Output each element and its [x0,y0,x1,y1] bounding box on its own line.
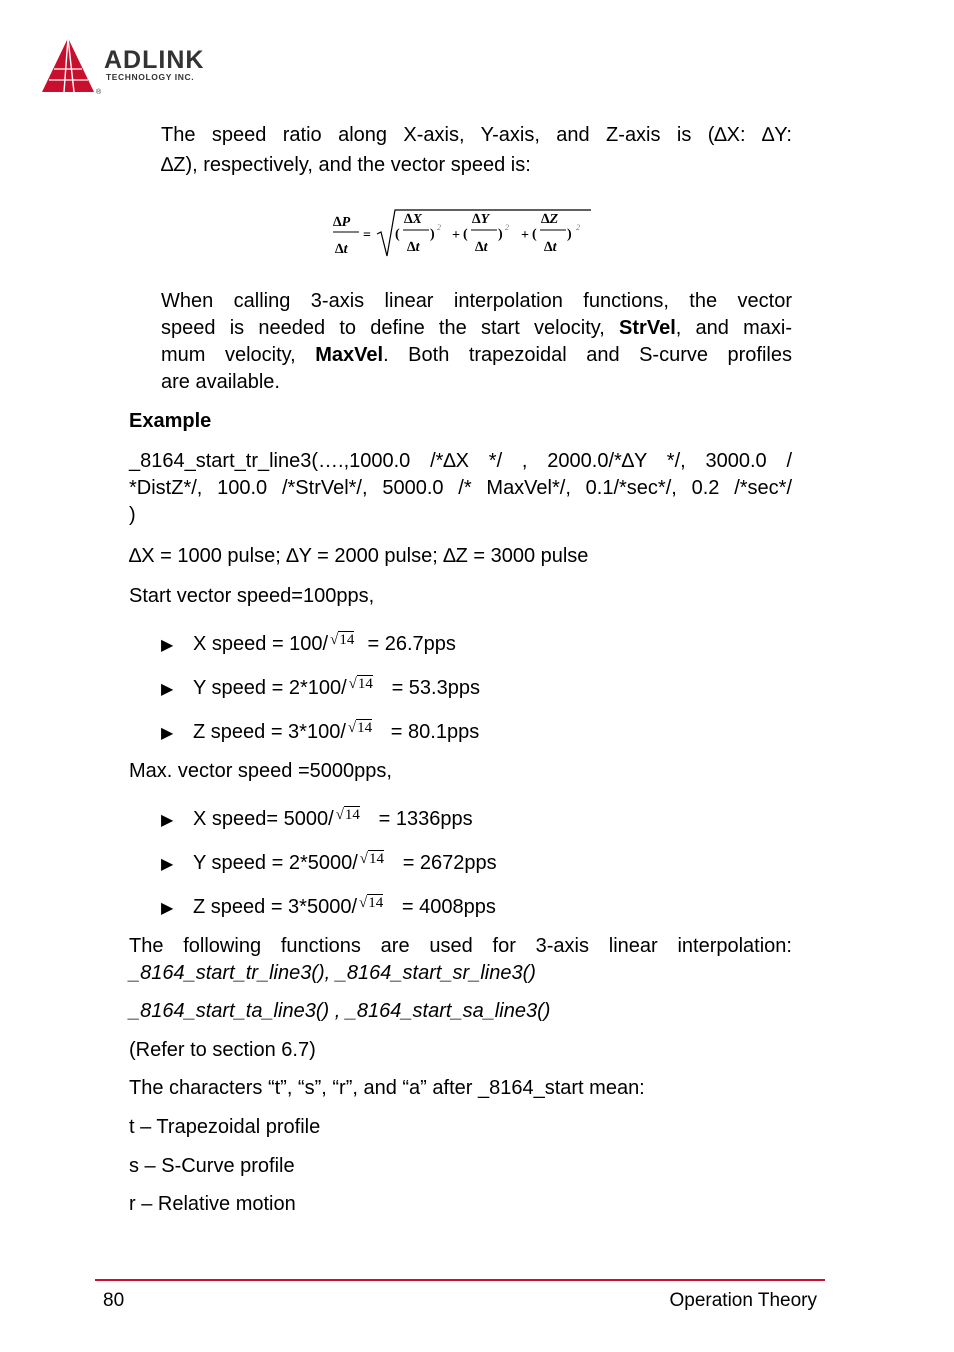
def-s-curve: s – S-Curve profile [129,1155,295,1177]
bullet-result: = 2672pps [402,852,497,874]
triangle-right-icon: ▶ [161,637,174,654]
formula-term3-num: ∆Z [541,212,559,227]
example-heading: Example [129,410,212,432]
sqrt-14: √14 [347,720,373,736]
start-bullet-z [161,719,479,748]
adlink-logo [40,36,240,100]
vector-speed-formula [333,206,595,260]
interp-line-2 [161,315,792,342]
triangle-right-icon: ▶ [161,681,174,698]
def-trapezoidal: t – Trapezoidal profile [129,1116,321,1138]
footer-rule [95,1279,825,1281]
speed-ratio-paragraph [161,122,792,179]
max-bullet-x [161,806,473,835]
example-code [129,448,792,529]
formula-lhs-den: ∆t [335,242,348,257]
section-title: Operation Theory [669,1290,817,1311]
interp-line-4: are available. [161,371,280,393]
max-speed-line: Max. vector speed =5000pps, [129,760,392,782]
speed-ratio-line-2: ∆Z), respectively, and the vector speed is: [161,154,531,176]
functions-paragraph [129,933,792,987]
svg-text:): ) [498,227,503,242]
formula-exp-1: 2 [437,223,441,232]
logo-name: ADLINK [104,46,205,74]
formula-term3-den: ∆t [544,240,557,255]
triangle-right-icon: ▶ [161,725,174,742]
sqrt-14: √14 [348,676,373,692]
example-code-line-2: *DistZ*/, 100.0 /*StrVel*/, 5000.0 /* MaxVel*/, 0.1/*sec*/, 0.2 /*sec*/ [129,477,792,499]
sqrt-14: √14 [330,632,355,648]
strvel-term: StrVel [619,317,676,339]
formula-equals: = [363,228,371,243]
interp-line-2-c: , and maxi- [675,317,792,339]
formula-term2-num: ∆Y [472,212,490,227]
svg-text:(: ( [395,227,400,242]
sqrt-14: √14 [359,851,385,867]
adlink-triangle-logo-icon [40,36,104,100]
svg-text:(: ( [463,227,468,242]
svg-text:(: ( [532,227,537,242]
sqrt-14: √14 [335,807,360,823]
formula-term1-num: ∆X [404,212,422,227]
start-bullet-y [161,675,480,704]
bullet-text: X speed = 100/ [193,633,329,655]
logo-subtitle: TECHNOLOGY INC. [106,72,195,82]
speed-ratio-line-1: The speed ratio along X-axis, Y-axis, and Z-axis is (∆X: ∆Y: [161,124,792,146]
example-code-line-3: ) [129,504,136,526]
start-speed-line: Start vector speed=100pps, [129,585,375,607]
interp-line-3-a: mum velocity, [161,344,316,366]
triangle-right-icon: ▶ [161,812,174,829]
interp-line-2-a: speed is needed to define the start velocity, [161,317,620,339]
formula-exp-3: 2 [576,223,580,232]
formula-lhs-num: ∆P [333,215,351,230]
refer-line: (Refer to section 6.7) [129,1039,316,1061]
bullet-result: = 53.3pps [391,677,480,699]
chars-meaning-line: The characters “t”, “s”, “r”, and “a” after _8164_start mean: [129,1077,645,1099]
formula-term2-den: ∆t [475,240,488,255]
formula-term1-den: ∆t [407,240,420,255]
bullet-result: = 4008pps [401,896,496,918]
bullet-text: Y speed = 2*100/ [193,677,347,699]
def-relative: r – Relative motion [129,1193,296,1215]
triangle-right-icon: ▶ [161,900,174,917]
interpolation-paragraph [161,288,792,396]
example-code-line-1: _8164_start_tr_line3(….,1000.0 /*∆X */ , 2000.0/*∆Y */, 3000.0 / [129,450,792,472]
bullet-result: = 1336pps [378,808,473,830]
bullet-result: = 80.1pps [390,721,480,743]
functions-line-3: _8164_start_ta_line3() , _8164_start_sa_line3() [129,1000,551,1022]
svg-text:): ) [430,227,435,242]
bullet-text: Z speed = 3*100/ [193,721,346,743]
interp-line-1: When calling 3-axis linear interpolation functions, the vector [161,290,792,312]
deltas-line: ∆X = 1000 pulse; ∆Y = 2000 pulse; ∆Z = 3000 pulse [129,545,589,567]
start-bullet-x [161,631,456,660]
sqrt-14: √14 [359,895,384,911]
max-bullet-z [161,894,496,923]
page-number: 80 [103,1290,125,1311]
formula-plus-2: + [521,228,529,243]
triangle-right-icon: ▶ [161,856,174,873]
formula-plus-1: + [452,228,460,243]
functions-line-1: The following functions are used for 3-axis linear interpolation: [129,935,792,957]
bullet-text: Y speed = 2*5000/ [193,852,358,874]
bullet-text: X speed= 5000/ [193,808,334,830]
interp-line-3-c: . Both trapezoidal and S-curve profiles [383,344,792,366]
registered-mark: ® [96,89,102,96]
max-bullet-y [161,850,497,879]
bullet-result: = 26.7pps [367,633,456,655]
svg-text:): ) [567,227,572,242]
functions-line-2: _8164_start_tr_line3(), _8164_start_sr_line3() [129,962,536,984]
maxvel-term: MaxVel [315,344,384,366]
formula-exp-2: 2 [505,223,509,232]
interp-line-3 [161,342,792,369]
bullet-text: Z speed = 3*5000/ [193,896,358,918]
